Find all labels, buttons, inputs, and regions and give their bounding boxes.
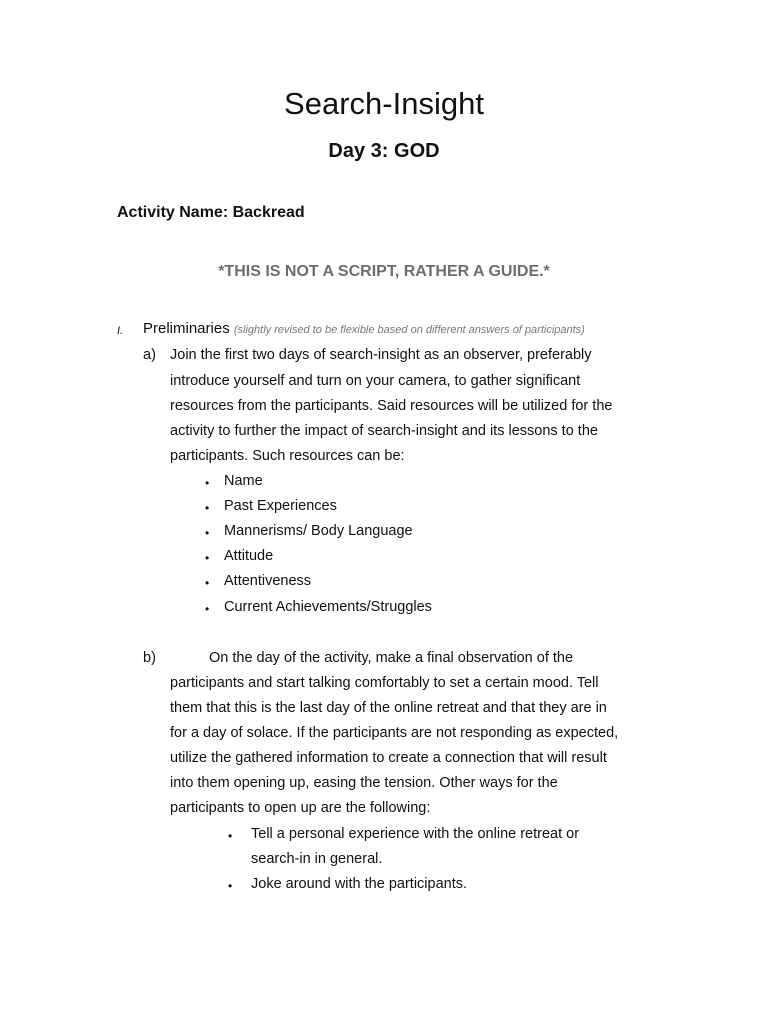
bullet-icon: • (228, 879, 233, 893)
item-a-line: introduce yourself and turn on your camera, to gather significant (170, 373, 581, 389)
item-a-line: activity to further the impact of search-insight and its lessons to the (170, 423, 598, 439)
bullet-icon: • (228, 829, 233, 843)
bullet-icon: • (205, 576, 210, 590)
document-subtitle: Day 3: GOD (328, 140, 440, 162)
item-a-marker: a) (143, 347, 156, 363)
item-b-line: into them opening up, easing the tension. Other ways for the (170, 775, 558, 791)
bullet-icon: • (205, 476, 210, 490)
item-b-line: participants to open up are the following: (170, 800, 431, 816)
open-up-bullet-continued: search-in in general. (251, 851, 383, 867)
section-heading (143, 320, 585, 337)
item-b-line: them that this is the last day of the online retreat and that they are in (170, 700, 607, 716)
activity-name: Activity Name: Backread (117, 204, 305, 221)
item-a-line: resources from the participants. Said resources will be utilized for the (170, 398, 613, 414)
item-b-line: participants and start talking comfortably to set a certain mood. Tell (170, 675, 599, 691)
open-up-bullet: Joke around with the participants. (251, 876, 468, 892)
resource-bullet: Attitude (224, 548, 274, 564)
resource-bullet: Mannerisms/ Body Language (224, 523, 413, 539)
resource-bullet: Past Experiences (224, 498, 337, 514)
resource-bullet: Attentiveness (224, 573, 312, 589)
resource-bullet: Current Achievements/Struggles (224, 599, 432, 615)
bullet-icon: • (205, 526, 210, 540)
item-a-line: participants. Such resources can be: (170, 448, 405, 464)
bullet-icon: • (205, 551, 210, 565)
bullet-icon: • (205, 602, 210, 616)
item-b-marker: b) (143, 650, 156, 666)
section-note: (slightly revised to be flexible based on different answers of participants) (233, 324, 585, 336)
resource-bullet: Name (224, 473, 263, 489)
section-numeral: I. (117, 325, 124, 337)
guide-note: *THIS IS NOT A SCRIPT, RATHER A GUIDE.* (218, 263, 550, 280)
bullet-icon: • (205, 501, 210, 515)
document-title: Search-Insight (284, 86, 484, 121)
item-a-line: Join the first two days of search-insight as an observer, preferably (170, 347, 592, 363)
open-up-bullet: Tell a personal experience with the online retreat or (251, 826, 580, 842)
section-title: Preliminaries (143, 320, 230, 337)
item-b-line: On the day of the activity, make a final observation of the (209, 650, 574, 666)
item-b-line: utilize the gathered information to create a connection that will result (170, 750, 607, 766)
item-b-line: for a day of solace. If the participants are not responding as expected, (170, 725, 619, 741)
